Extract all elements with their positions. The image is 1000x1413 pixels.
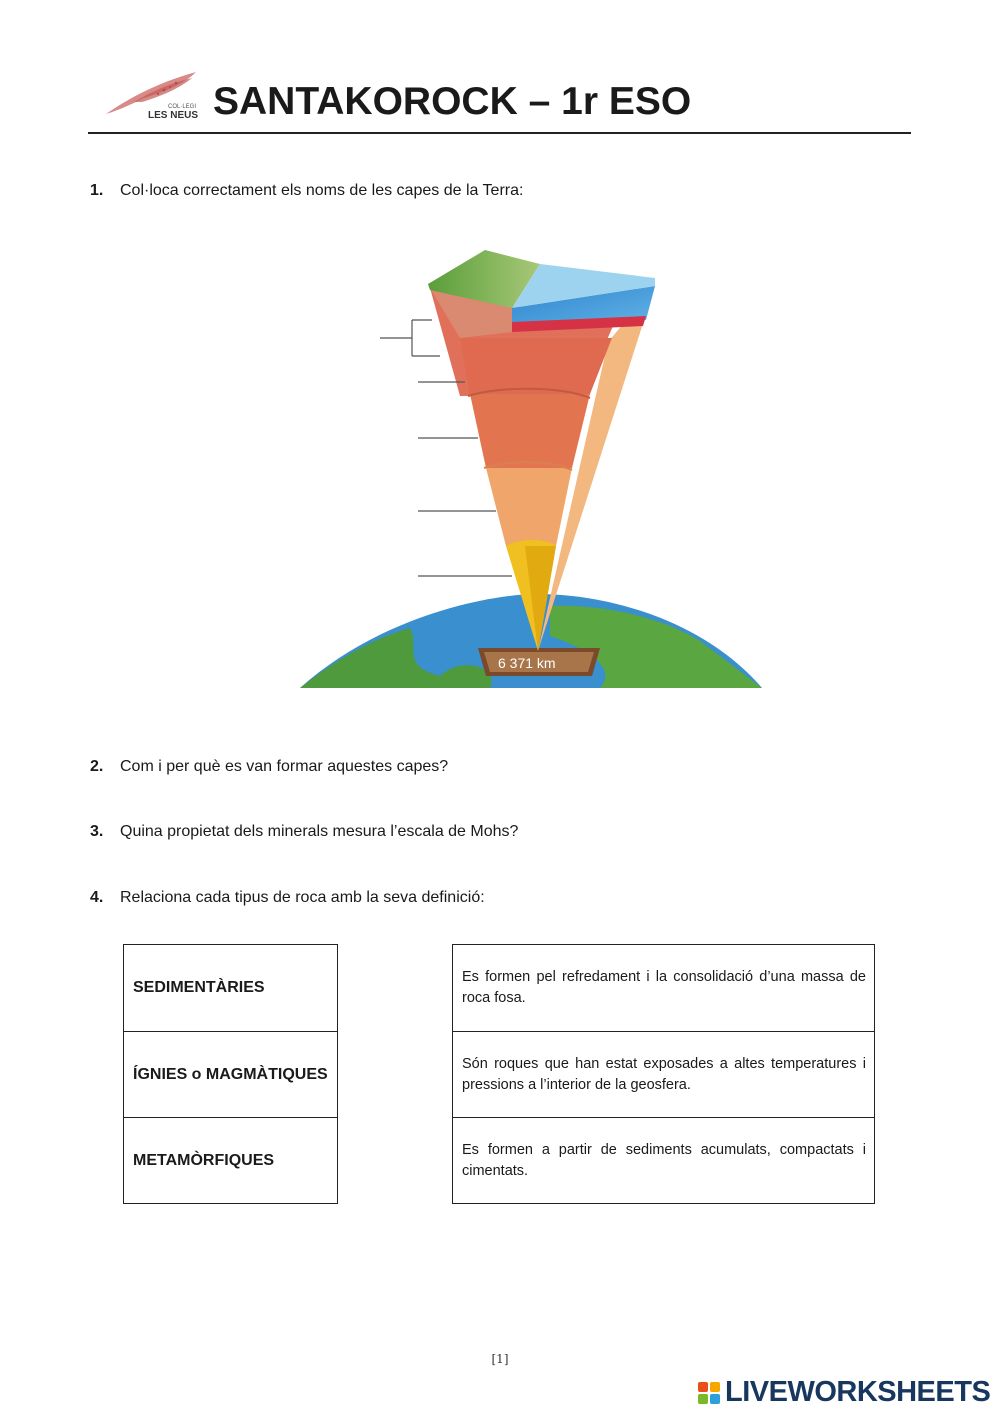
question-number: 2. [90, 758, 104, 775]
depth-label: 6 371 km [498, 655, 556, 671]
question-number: 4. [90, 889, 104, 906]
rock-type-item[interactable] [124, 1031, 337, 1117]
header-divider [88, 132, 911, 134]
liveworksheets-brand[interactable]: LIVEWORKSHEETS [725, 1376, 991, 1408]
definition-text: Es formen a partir de sediments acumulats, compactats i cimentats. [462, 1142, 866, 1179]
logo-text: LES NEUS [148, 110, 199, 121]
question-2 [90, 758, 448, 776]
rock-type-label: METAMÒRFIQUES [133, 1151, 275, 1169]
definition-item[interactable] [453, 1117, 874, 1203]
school-logo [104, 68, 204, 124]
question-text: Quina propietat dels minerals mesura l’escala de Mohs? [120, 823, 519, 840]
page-title: SANTAKOROCK – 1r ESO [213, 80, 692, 123]
question-text: Relaciona cada tipus de roca amb la seva definició: [120, 889, 485, 906]
logo-small-text: COL·LEGI [168, 104, 197, 110]
page-number: [1] [491, 1352, 509, 1366]
definition-item[interactable] [453, 945, 874, 1031]
definitions-column [452, 944, 875, 1204]
definition-item[interactable] [453, 1031, 874, 1117]
question-3 [90, 823, 518, 841]
rock-type-item[interactable] [124, 1117, 337, 1203]
liveworksheets-logo-icon [697, 1376, 723, 1410]
question-text: Col·loca correctament els noms de les capes de la Terra: [120, 182, 524, 199]
question-number: 1. [90, 182, 104, 199]
earth-layers-diagram [300, 246, 770, 691]
question-text: Com i per què es van formar aquestes capes? [120, 758, 449, 775]
question-4 [90, 889, 485, 907]
rock-type-item[interactable] [124, 945, 337, 1031]
earth-wedge [428, 250, 655, 651]
rock-type-label: ÍGNIES o MAGMÀTIQUES [133, 1065, 328, 1083]
rock-type-label: SEDIMENTÀRIES [133, 979, 265, 996]
definition-text: Es formen pel refredament i la consolidació d’una massa de roca fosa. [462, 969, 866, 1006]
question-number: 3. [90, 823, 104, 840]
definition-text: Són roques que han estat exposades a altes temperatures i pressions a l’interior de la geosfera. [462, 1056, 866, 1093]
rock-types-column [123, 944, 338, 1204]
question-1 [90, 182, 523, 200]
